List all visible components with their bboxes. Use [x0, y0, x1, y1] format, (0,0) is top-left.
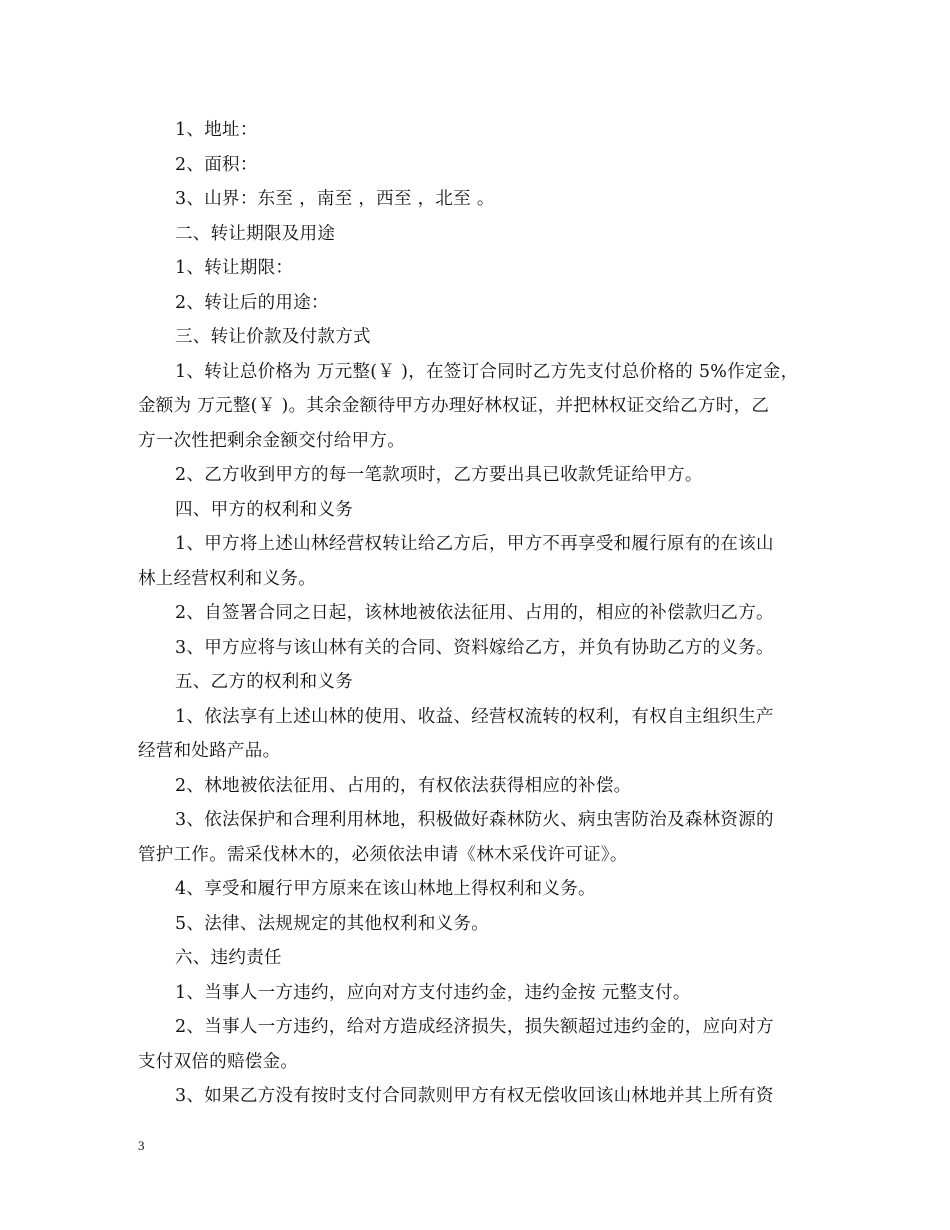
- text-line: 3、甲方应将与该山林有关的合同、资料嫁给乙方，并负有协助乙方的义务。: [175, 637, 774, 658]
- text-line: 林上经营权利和义务。: [138, 568, 316, 589]
- text-line: 四、甲方的权利和义务: [175, 499, 353, 520]
- text-line: 5、法律、法规规定的其他权利和义务。: [175, 913, 490, 934]
- text-line: 管护工作。需采伐林木的，必须依法申请《林木采伐许可证》。: [138, 844, 628, 865]
- text-line: 1、甲方将上述山林经营权转让给乙方后，甲方不再享受和履行原有的在该山: [175, 534, 774, 554]
- text-line: 1、当事人一方违约，应向对方支付违约金，违约金按 元整支付。: [175, 982, 691, 1003]
- text-line: 经营和处路产品。: [138, 741, 281, 761]
- text-line: 2、林地被依法征用、占用的，有权依法获得相应的补偿。: [175, 775, 632, 796]
- text-line: 2、面积：: [175, 154, 258, 175]
- text-line: 支付双倍的赔偿金。: [138, 1051, 299, 1072]
- text-line: 三、转让价款及付款方式: [175, 327, 371, 347]
- text-line: 3、依法保护和合理利用林地，积极做好森林防火、病虫害防治及森林资源的: [175, 810, 774, 830]
- text-line: 金额为 万元整(￥ )。其余金额待甲方办理好林权证，并把林权证交给乙方时，乙: [138, 396, 770, 416]
- text-line: 五、乙方的权利和义务: [175, 672, 353, 692]
- text-line: 1、依法享有上述山林的使用、收益、经营权流转的权利，有权自主组织生产: [175, 706, 774, 727]
- page-number: 3: [138, 1138, 145, 1153]
- text-line: 2、乙方收到甲方的每一笔款项时，乙方要出具已收款凭证给甲方。: [175, 465, 703, 485]
- text-line: 1、转让总价格为 万元整(￥ )，在签订合同时乙方先支付总价格的 5%作定金，: [175, 361, 799, 382]
- text-line: 1、地址：: [175, 120, 258, 140]
- text-line: 2、转让后的用途：: [175, 292, 329, 313]
- text-line: 六、违约责任: [175, 948, 282, 968]
- document-body: [138, 113, 814, 1114]
- text-line: 3、山界：东至 ，南至 ，西至 ，北至 。: [175, 189, 495, 209]
- text-line: 二、转让期限及用途: [175, 223, 336, 244]
- text-line: 3、如果乙方没有按时支付合同款则甲方有权无偿收回该山林地并其上所有资: [175, 1086, 774, 1106]
- text-line: 4、享受和履行甲方原来在该山林地上得权利和义务。: [175, 879, 596, 899]
- text-line: 1、转让期限：: [175, 258, 294, 278]
- text-line: 方一次性把剩余金额交付给甲方。: [138, 430, 405, 451]
- text-line: 2、自签署合同之日起，该林地被依法征用、占用的，相应的补偿款归乙方。: [175, 603, 774, 623]
- text-line: 2、当事人一方违约，给对方造成经济损失，损失额超过违约金的，应向对方: [175, 1017, 774, 1037]
